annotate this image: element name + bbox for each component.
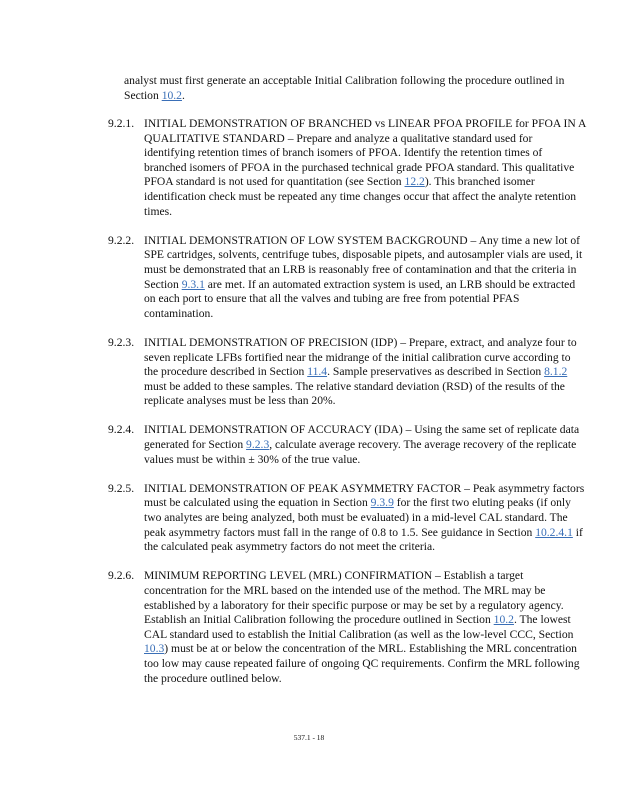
section-number: 9.2.5. bbox=[108, 481, 135, 495]
section-number: 9.2.2. bbox=[108, 233, 135, 247]
section-number: 9.2.6. bbox=[108, 569, 135, 583]
intro-paragraph bbox=[124, 74, 584, 103]
section-9-2-5 bbox=[108, 482, 586, 555]
section-text: for the first two eluting peaks (if only two analytes are being analyzed, both must be evaluated) in a mid-level CAL standard. The peak asymmetry factors must fall in the range of 0.8 to 1.5. See guidance in Section bbox=[144, 496, 571, 539]
section-text: . Sample preservatives as described in Section bbox=[327, 365, 545, 379]
section-text: must be added to these samples. The relative standard deviation (RSD) of the results of the replicate analyses must be less than 20%. bbox=[144, 379, 565, 408]
section-link[interactable]: 10.2 bbox=[493, 613, 514, 627]
section-link[interactable]: 12.2 bbox=[404, 175, 425, 189]
intro-text-end: . bbox=[181, 88, 185, 102]
section-text: INITIAL DEMONSTRATION OF PRECISION (IDP) – Prepare, extract, and analyze four to seven replicate LFBs fortified near the midrange of the initial calibration curve according to the procedure described in Section bbox=[144, 335, 577, 379]
section-link[interactable]: 10.3 bbox=[144, 642, 165, 656]
intro-text: analyst must first generate an acceptable Initial Calibration following the procedure outlined in Section bbox=[124, 74, 565, 102]
section-text: INITIAL DEMONSTRATION OF BRANCHED vs LINEAR PFOA PROFILE for PFOA IN A QUALITATIVE STANDARD – Prepare and analyze a qualitative standard used for identifying retention times of branch isomers of PFOA. Identify the retention times of branched isomers of PFOA in the purchased technical grade PFOA standard. This qualitative PFOA standard is not used for quantitation (see Section bbox=[144, 117, 586, 189]
section-text: are met. If an automated extraction system is used, an LRB should be extracted on each port to ensure that all the valves and tubing are free from potential PFAS contamination. bbox=[144, 277, 576, 320]
section-text: if the calculated peak asymmetry factors do not meet the criteria. bbox=[144, 525, 583, 554]
section-link[interactable]: 10.2.4.1 bbox=[535, 525, 573, 539]
section-9-2-3 bbox=[108, 336, 586, 409]
section-9-2-4 bbox=[108, 423, 586, 467]
section-text: INITIAL DEMONSTRATION OF ACCURACY (IDA) – Using the same set of replicate data generated for Section bbox=[144, 423, 580, 452]
section-link[interactable]: 8.1.2 bbox=[544, 365, 568, 379]
section-link[interactable]: 9.3.9 bbox=[370, 496, 394, 510]
section-text: MINIMUM REPORTING LEVEL (MRL) CONFIRMATION – Establish a target concentration for the MRL based on the intended use of the method. The MRL may be established by a laboratory for their specific purpose or may be set by a regulatory agency. Establish an Initial Calibration following the procedure outlined in Section bbox=[144, 569, 564, 627]
section-text: ) must be at or below the concentration of the MRL. Establishing the MRL concentration too low may cause repeated failure of ongoing QC requirements. Confirm the MRL following the procedure outlined below. bbox=[144, 642, 580, 685]
section-link[interactable]: 9.2.3 bbox=[246, 438, 270, 452]
section-9-2-1 bbox=[108, 117, 586, 219]
page-footer: 537.1 - 18 bbox=[293, 733, 325, 742]
section-number: 9.2.1. bbox=[108, 117, 135, 130]
section-link[interactable]: 11.4 bbox=[307, 365, 328, 379]
section-9-2-2 bbox=[108, 234, 586, 322]
section-text: INITIAL DEMONSTRATION OF PEAK ASYMMETRY FACTOR – Peak asymmetry factors must be calculated using the equation in Section bbox=[144, 481, 585, 510]
section-number: 9.2.3. bbox=[108, 335, 135, 349]
sections-list bbox=[108, 117, 586, 701]
section-link[interactable]: 10.2 bbox=[161, 88, 182, 102]
section-text: ). This branched isomer identification check must be repeated any time changes occur that affect the analyte retention times. bbox=[144, 175, 577, 218]
section-9-2-6 bbox=[108, 569, 586, 686]
section-number: 9.2.4. bbox=[108, 423, 135, 437]
section-text: INITIAL DEMONSTRATION OF LOW SYSTEM BACKGROUND – Any time a new lot of SPE cartridges, solvents, centrifuge tubes, disposable pipets, and autosampler vials are used, it must be demonstrated that an LRB is reasonably free of contamination and that the criteria in Section bbox=[144, 233, 583, 291]
section-text: , calculate average recovery. The average recovery of the replicate values must be within ± 30% of the true value. bbox=[144, 438, 577, 466]
section-text: . The lowest CAL standard used to establish the Initial Calibration (as well as the low-level CCC, Section bbox=[144, 613, 574, 641]
section-link[interactable]: 9.3.1 bbox=[181, 277, 205, 291]
